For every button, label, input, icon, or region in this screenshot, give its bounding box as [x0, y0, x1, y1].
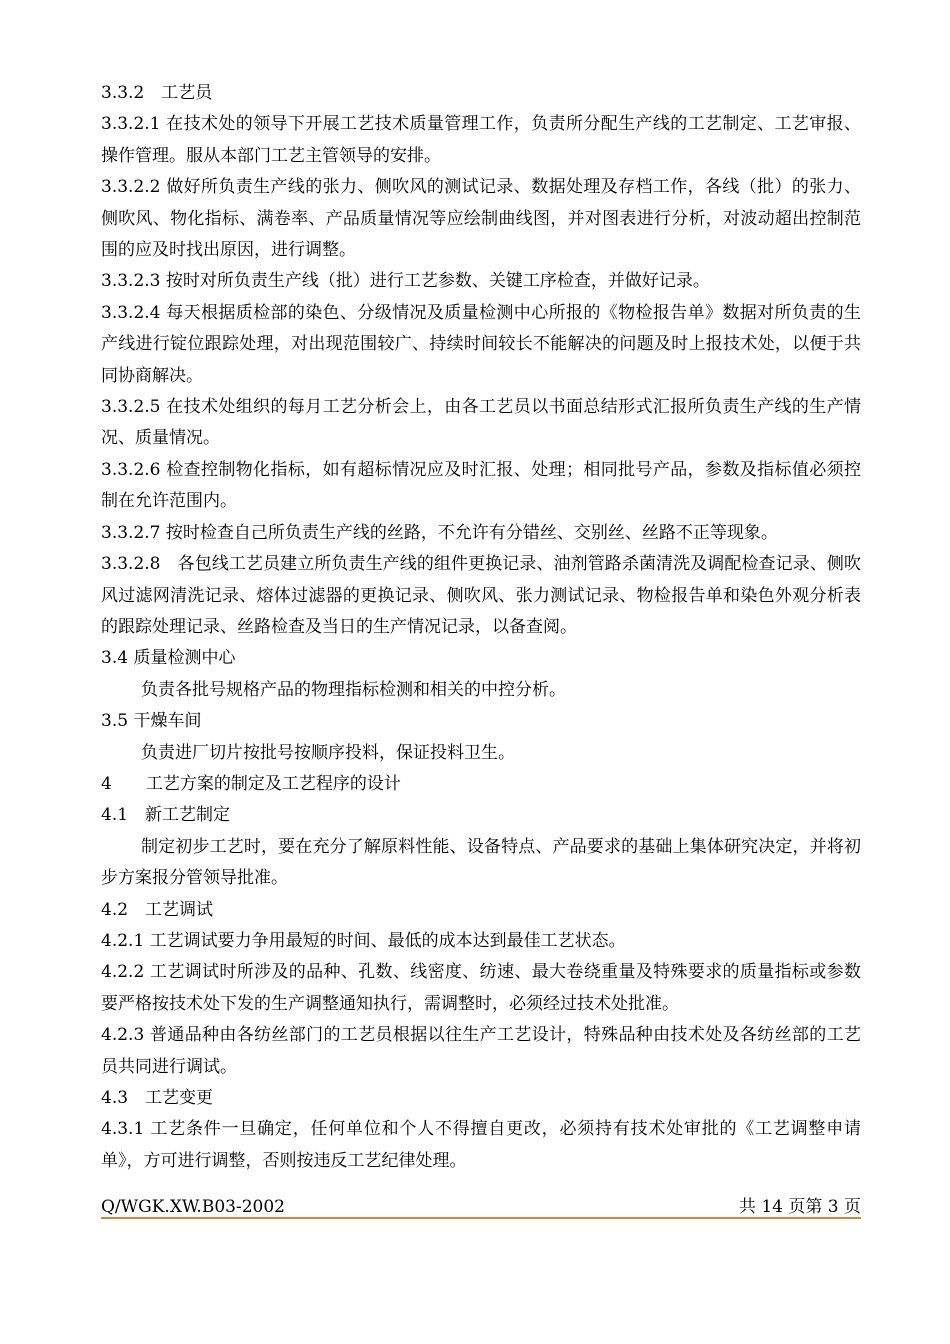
paragraph: 4.2 工艺调试 [101, 899, 214, 920]
paragraph: 4.2.1 工艺调试要力争用最短的时间、最低的成本达到最佳工艺状态。 [101, 930, 626, 951]
page-number: 共 14 页第 3 页 [738, 1197, 861, 1217]
paragraph: 制定初步工艺时，要在充分了解原料性能、设备特点、产品要求的基础上集体研究决定，并将初步方案报分管领导批准。 [101, 836, 861, 889]
paragraph: 3.4 质量检测中心 [101, 648, 236, 669]
paragraph: 4.3 工艺变更 [101, 1088, 214, 1108]
paragraph: 3.3.2.5 在技术处组织的每月工艺分析会上，由各工艺员以书面总结形式汇报所负责生产线的生产情况、质量情况。 [101, 397, 861, 449]
paragraph: 3.3.2.3 按时对所负责生产线（批）进行工艺参数、关键工序检查，并做好记录。 [101, 271, 710, 292]
paragraph: 4.3.1 工艺条件一旦确定，任何单位和个人不得擅自更改，必须持有技术处审批的《工艺调整申请单》，方可进行调整，否则按违反工艺纪律处理。 [101, 1119, 861, 1171]
paragraph: 3.3.2.7 按时检查自己所负责生产线的丝路，不允许有分错丝、交别丝、丝路不正等现象。 [101, 522, 778, 543]
paragraph: 负责进厂切片按批号按顺序投料，保证投料卫生。 [141, 742, 515, 763]
paragraph: 3.3.2 工艺员 [101, 83, 213, 103]
paragraph: 3.3.2.1 在技术处的领导下开展工艺技术质量管理工作，负责所分配生产线的工艺制定、工艺审报、操作管理。服从本部门工艺主管领导的安排。 [101, 114, 861, 166]
document-code: Q/WGK.XW.B03-2002 [101, 1197, 285, 1217]
paragraph: 3.3.2.6 检查控制物化指标，如有超标情况应及时汇报、处理；相同批号产品，参数及指标值必须控制在允许范围内。 [101, 459, 861, 512]
paragraph: 4.1 新工艺制定 [101, 805, 231, 826]
paragraph: 4 工艺方案的制定及工艺程序的设计 [101, 773, 401, 794]
paragraph: 负责各批号规格产品的物理指标检测和相关的中控分析。 [141, 679, 566, 700]
paragraph: 4.2.3 普通品种由各纺丝部门的工艺员根据以往生产工艺设计，特殊品种由技术处及各纺丝部的工艺员共同进行调试。 [101, 1025, 861, 1077]
page-footer [101, 1195, 861, 1219]
paragraph: 3.3.2.4 每天根据质检部的染色、分级情况及质量检测中心所报的《物检报告单》数据对所负责的生产线进行锭位跟踪处理，对出现范围较广、持续时间较长不能解决的问题及时上报技术处，以便于共同协商解决。 [101, 302, 861, 386]
paragraph: 3.3.2.2 做好所负责生产线的张力、侧吹风的测试记录、数据处理及存档工作，各线（批）的张力、侧吹风、物化指标、满卷率、产品质量情况等应绘制曲线图，并对图表进行分析，对波动超出控制范围的应及时找出原因，进行调整。 [101, 177, 861, 261]
paragraph: 3.5 干燥车间 [101, 711, 202, 732]
paragraph: 3.3.2.8 各包线工艺员建立所负责生产线的组件更换记录、油剂管路杀菌清洗及调配检查记录、侧吹风过滤网清洗记录、熔体过滤器的更换记录、侧吹风、张力测试记录、物检报告单和染色外观分析表的跟踪处理记录、丝路检查及当日的生产情况记录，以备查阅。 [101, 554, 861, 637]
document-body [101, 78, 861, 1177]
footer-divider [101, 1217, 861, 1219]
paragraph: 4.2.2 工艺调试时所涉及的品种、孔数、线密度、纺速、最大卷绕重量及特殊要求的质量指标或参数要严格按技术处下发的生产调整通知执行，需调整时，必须经过技术处批准。 [101, 962, 861, 1014]
